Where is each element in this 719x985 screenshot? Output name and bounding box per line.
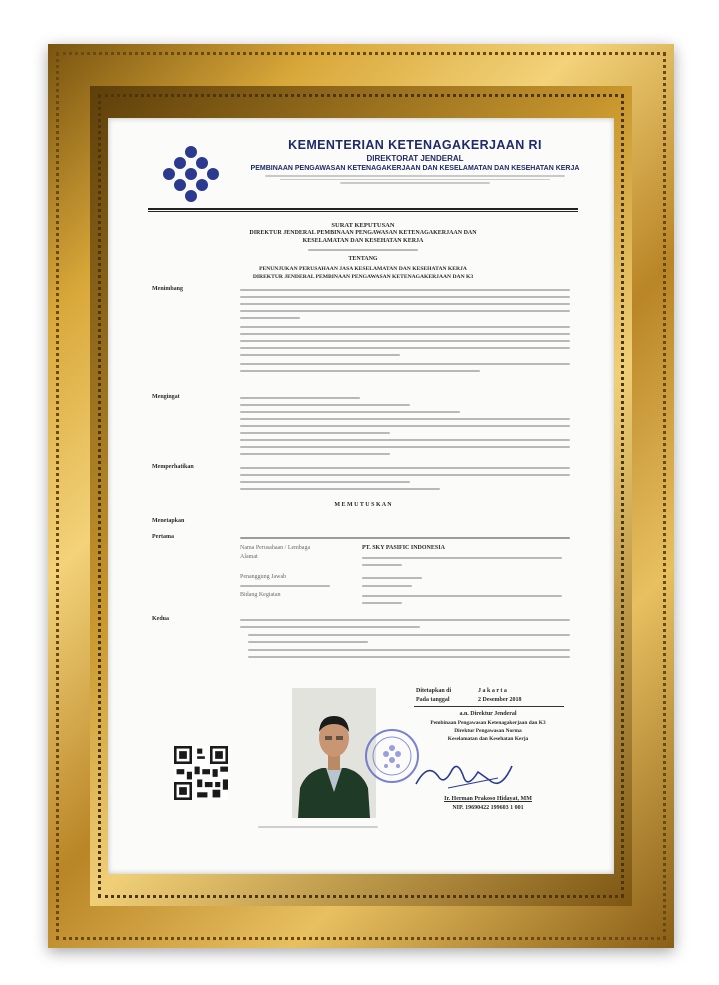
letterhead-rule-thin [148,211,578,212]
decree-subject: PENUNJUKAN PERUSAHAAN JASA KESELAMATAN DAN KESEHATAN KERJA [259,266,467,272]
letterhead-rule [148,208,578,210]
memutuskan-heading: M E M U T U S K A N [334,502,392,508]
tentang-label: TENTANG [348,256,378,262]
section-menimbang: Menimbang [152,286,184,292]
section-mengingat: Mengingat [152,394,180,400]
photo-caption [258,826,378,828]
place-value: J a k a r t a [478,688,507,694]
certificate-document [108,118,614,874]
letterhead [230,138,600,186]
field-label: Bidang Kegiatan [240,592,281,598]
address-value [362,557,562,559]
place-label: Ditetapkan di [416,688,452,694]
decree-title-line2: DIREKTUR JENDERAL PEMBINAAN PENGAWASAN KETENAGAKERJAAN DAN [249,230,477,236]
address-lines [230,175,600,184]
person-value [362,577,422,579]
field-value [362,595,562,597]
on-behalf: a.n. Direktur Jenderal [459,711,517,717]
division-name: PEMBINAAN PENGAWASAN KETENAGAKERJAAN DAN KESELAMATAN DAN KESEHATAN KERJA [250,165,580,172]
handwritten-signature-icon [408,758,518,794]
decree-title: SURAT KEPUTUSAN [331,222,395,229]
company-name: PT. SKY PASIFIC INDONESIA [362,545,445,551]
signer-role-3: Keselamatan dan Kesehatan Kerja [447,736,529,742]
signer-name: Ir. Herman Prakoso Hidayat, MM [444,796,532,802]
signer-nip: NIP. 19690422 199603 1 001 [452,805,524,811]
date-label: Pada tanggal [416,697,450,703]
section-memperhatikan: Memperhatikan [152,464,194,470]
ministry-logo-icon [158,144,224,210]
decree-title-line3: KESELAMATAN DAN KESEHATAN KERJA [302,238,424,244]
decree-subject-line2: DIREKTUR JENDERAL PEMBINAAN PENGAWASAN KETENAGAKERJAAN DAN K3 [252,274,474,280]
qr-code-icon [174,746,228,800]
signer-role-2: Direktur Pengawasan Norma [454,728,522,734]
date-value: 2 Desember 2018 [478,697,522,703]
signer-role-1: Pembinaan Pengawasan Ketenagakerjaan dan K3 [430,720,546,726]
decree-number-placeholder [308,249,418,251]
pertama-text [240,537,570,539]
signature-rule [414,706,564,707]
person-label: Penanggung Jawab [240,574,287,580]
directorate-name: DIREKTORAT JENDERAL [366,154,464,163]
section-pertama: Pertama [152,534,174,540]
address-label: Alamat [240,554,258,560]
company-label: Nama Perusahaan / Lembaga [240,545,311,551]
section-kedua: Kedua [152,616,170,622]
section-menetapkan: Menetapkan [152,518,185,524]
ministry-name: KEMENTERIAN KETENAGAKERJAAN RI [288,138,542,152]
